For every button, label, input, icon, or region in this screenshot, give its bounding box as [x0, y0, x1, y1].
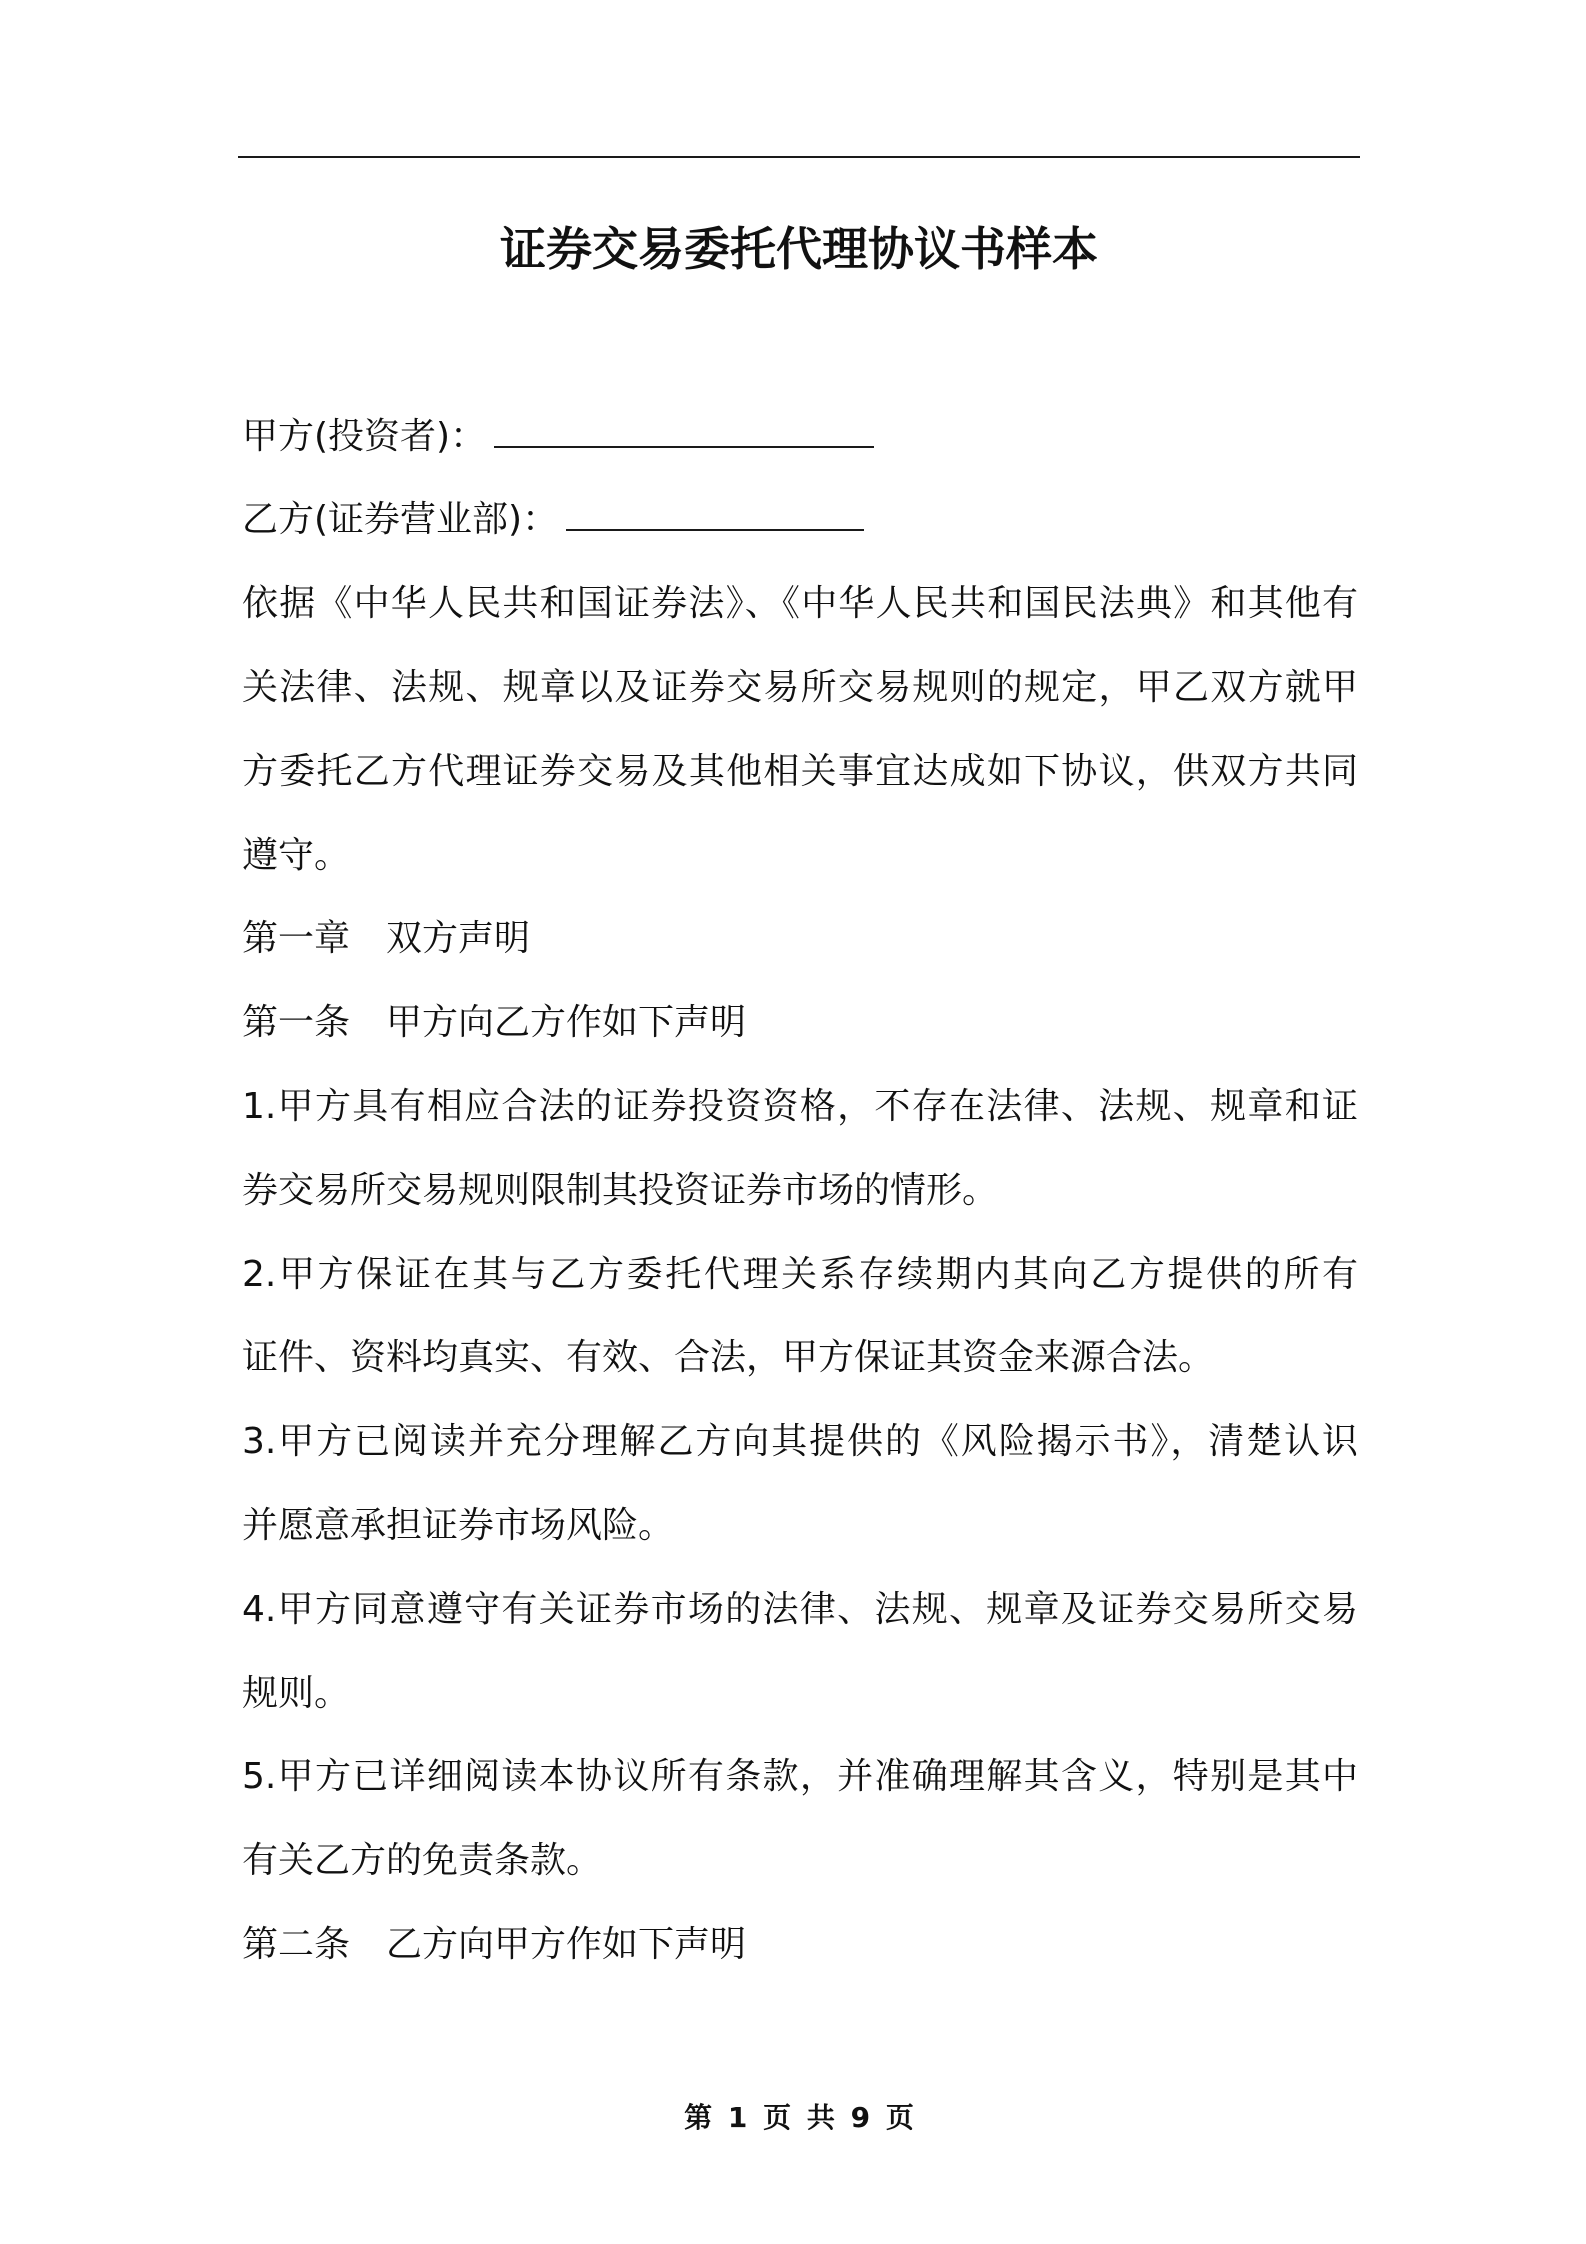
- party-b-label: 乙方(证券营业部)：: [242, 499, 559, 540]
- header-rule: [238, 156, 1360, 158]
- clause-line: 4.甲方同意遵守有关证券市场的法律、法规、规章及证券交易所交易: [242, 1589, 1358, 1630]
- party-b-blank: [566, 499, 864, 531]
- party-a-label: 甲方(投资者)：: [242, 416, 487, 457]
- preamble-line: 遵守。: [242, 835, 351, 876]
- article-heading: 第一条 甲方向乙方作如下声明: [242, 1002, 747, 1043]
- clause-line: 规则。: [242, 1673, 351, 1714]
- page-indicator: 第 1 页 共 9 页: [684, 2101, 914, 2134]
- party-a-field: [242, 412, 1358, 462]
- document-title: 证券交易委托代理协议书样本: [500, 222, 1098, 276]
- clause-line: 3.甲方已阅读并充分理解乙方向其提供的《风险揭示书》，清楚认识: [242, 1421, 1358, 1462]
- clause-line: 有关乙方的免责条款。: [242, 1840, 603, 1881]
- preamble-line: 依据《中华人民共和国证券法》、《中华人民共和国民法典》和其他有: [242, 583, 1358, 624]
- chapter-heading: 第一章 双方声明: [242, 918, 531, 959]
- clause-line: 证件、资料均真实、有效、合法，甲方保证其资金来源合法。: [242, 1337, 1215, 1378]
- clause-line: 1.甲方具有相应合法的证券投资资格，不存在法律、法规、规章和证: [242, 1086, 1358, 1127]
- preamble-line: 关法律、法规、规章以及证券交易所交易规则的规定，甲乙双方就甲: [242, 667, 1358, 708]
- clause-line: 2.甲方保证在其与乙方委托代理关系存续期内其向乙方提供的所有: [242, 1254, 1358, 1295]
- clause-line: 5.甲方已详细阅读本协议所有条款，并准确理解其含义，特别是其中: [242, 1756, 1358, 1797]
- preamble-line: 方委托乙方代理证券交易及其他相关事宜达成如下协议，供双方共同: [242, 751, 1358, 792]
- party-a-blank: [494, 416, 874, 448]
- clause-line: 并愿意承担证券市场风险。: [242, 1505, 675, 1546]
- article-heading: 第二条 乙方向甲方作如下声明: [242, 1924, 747, 1965]
- clause-line: 券交易所交易规则限制其投资证券市场的情形。: [242, 1170, 999, 1211]
- party-b-field: [242, 495, 1358, 545]
